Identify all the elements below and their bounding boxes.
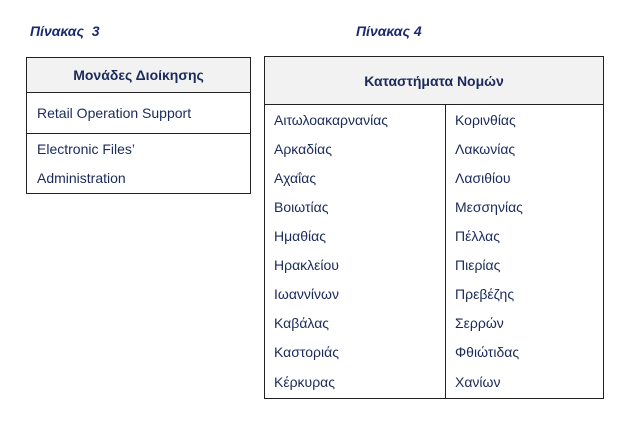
table-cell: Πέλλας bbox=[446, 221, 604, 250]
table-cell: Ιωαννίνων bbox=[265, 279, 446, 308]
table-row bbox=[265, 366, 604, 399]
table-row bbox=[27, 93, 251, 134]
table-cell: Ημαθίας bbox=[265, 221, 446, 250]
table-cell: Λακωνίας bbox=[446, 134, 604, 163]
table-header-row bbox=[265, 57, 604, 105]
table-cell: Αρκαδίας bbox=[265, 134, 446, 163]
table-cell: Λασιθίου bbox=[446, 163, 604, 192]
table-header: Καταστήματα Νομών bbox=[265, 57, 604, 105]
cell-line: Electronic Files’ bbox=[37, 141, 136, 157]
prefecture-stores-table bbox=[264, 56, 604, 399]
table-cell: Χανίων bbox=[446, 366, 604, 399]
table-cell bbox=[27, 134, 251, 194]
table-header: Μονάδες Διοίκησης bbox=[27, 58, 251, 93]
table-cell: Σερρών bbox=[446, 308, 604, 337]
table-row bbox=[265, 134, 604, 163]
table-cell: Καβάλας bbox=[265, 308, 446, 337]
table-cell: Βοιωτίας bbox=[265, 192, 446, 221]
table-cell: Ηρακλείου bbox=[265, 250, 446, 279]
table-3-caption: Πίνακας 3 bbox=[30, 23, 100, 39]
table-cell: Retail Operation Support bbox=[27, 93, 251, 134]
table-row bbox=[265, 308, 604, 337]
table-cell: Κορινθίας bbox=[446, 105, 604, 135]
table-row bbox=[265, 279, 604, 308]
table-4-caption: Πίνακας 4 bbox=[356, 23, 422, 39]
table-cell: Αιτωλοακαρνανίας bbox=[265, 105, 446, 135]
table-row bbox=[27, 134, 251, 194]
cell-line: Administration bbox=[37, 170, 126, 186]
table-row bbox=[265, 163, 604, 192]
administration-units-table bbox=[26, 57, 251, 194]
table-cell: Πρεβέζης bbox=[446, 279, 604, 308]
table-row bbox=[265, 337, 604, 366]
table-cell: Μεσσηνίας bbox=[446, 192, 604, 221]
table-cell: Αχαΐας bbox=[265, 163, 446, 192]
table-header-row bbox=[27, 58, 251, 93]
table-row bbox=[265, 221, 604, 250]
table-row bbox=[265, 192, 604, 221]
table-cell: Πιερίας bbox=[446, 250, 604, 279]
table-row bbox=[265, 105, 604, 135]
table-cell: Καστοριάς bbox=[265, 337, 446, 366]
table-cell: Κέρκυρας bbox=[265, 366, 446, 399]
table-cell: Φθιώτιδας bbox=[446, 337, 604, 366]
table-row bbox=[265, 250, 604, 279]
